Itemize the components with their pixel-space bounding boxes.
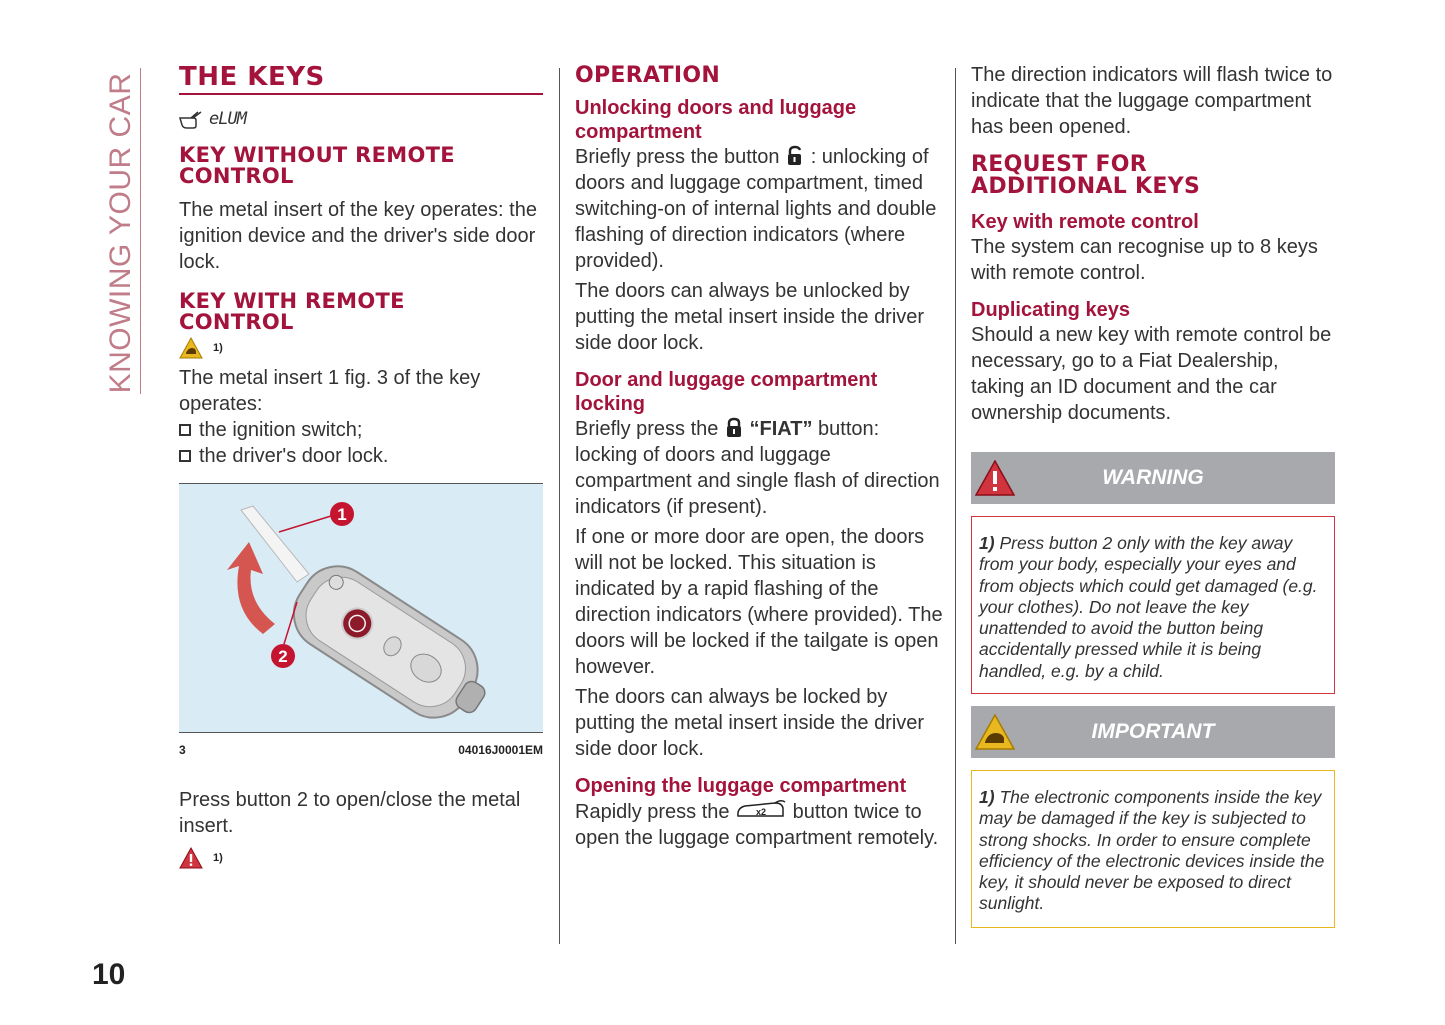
subheading-key-with-remote: Key with remote control	[971, 211, 1199, 233]
subheading-locking: Door and luggage compartment locking	[575, 369, 878, 415]
text-run: : unlocking of doors and luggage compartment, timed switching-on of internal lights and double flashing of direction indicators (where provided).	[575, 146, 937, 272]
callout-1: 1	[337, 505, 347, 524]
text-run: Rapidly press the	[575, 801, 730, 823]
paragraph: The direction indicators will flash twice to indicate that the luggage compartment has been opened.	[971, 64, 1333, 138]
note-text: The electronic components inside the key may be damaged if the key is subjected to strong shocks. In order to ensure complete efficiency of the electronic devices inside the key, it should never be exposed to direct sunlight.	[979, 787, 1325, 914]
section-side-title	[96, 68, 146, 398]
warning-box	[971, 452, 1335, 694]
important-label: IMPORTANT	[1091, 720, 1215, 743]
elum-badge-text: eLUM	[209, 109, 246, 129]
column-1	[179, 62, 543, 869]
bullet-item	[179, 443, 543, 469]
column-3	[971, 62, 1335, 928]
paragraph: The doors can always be locked by putting the metal insert inside the driver side door lock.	[575, 686, 925, 760]
paragraph: Press button 2 to open/close the metal insert.	[179, 789, 521, 837]
heading-line: ADDITIONAL KEYS	[971, 174, 1201, 199]
remote-key-illustration	[179, 484, 543, 732]
important-header	[971, 706, 1335, 758]
elum-badge	[179, 109, 543, 129]
paragraph: The metal insert of the key operates: the ignition device and the driver's side door lock.	[179, 199, 537, 273]
paragraph-luggage	[575, 798, 943, 851]
important-triangle-icon	[975, 714, 1015, 750]
heading-operation: OPERATION	[575, 63, 721, 88]
column-divider	[955, 68, 956, 944]
note-number: 1)	[979, 787, 995, 807]
section-key-without-remote	[179, 145, 543, 275]
column-divider	[559, 68, 560, 944]
text-run: button: locking of doors and luggage compartment and single flash of direction indicators (if present).	[575, 418, 940, 518]
bullet-item	[179, 417, 543, 443]
paragraph: The system can recognise up to 8 keys with remote control.	[971, 236, 1318, 284]
title-underline	[179, 93, 543, 95]
heading-line: REQUEST FOR	[971, 152, 1148, 177]
paragraph: The metal insert 1 fig. 3 of the key operates:	[179, 367, 481, 415]
heading-line: CONTROL	[179, 164, 294, 188]
text-run: Briefly press the button	[575, 146, 780, 168]
bullet-text: the driver's door lock.	[199, 445, 389, 467]
figure-code: 04016J0001EM	[458, 743, 543, 757]
important-reference	[179, 337, 543, 359]
side-divider	[140, 68, 141, 394]
reference-number: 1)	[213, 342, 223, 354]
warning-note	[971, 516, 1335, 694]
callout-2: 2	[278, 647, 288, 666]
paragraph: The doors can always be unlocked by putting the metal insert inside the driver side door lock.	[575, 280, 925, 354]
subheading-luggage: Opening the luggage compartment	[575, 775, 907, 797]
paragraph: Should a new key with remote control be necessary, go to a Fiat Dealership, taking an ID document and the car ownership documents.	[971, 324, 1332, 424]
bullet-text: the ignition switch;	[199, 419, 363, 441]
note-number: 1)	[979, 533, 995, 553]
unlock-icon	[785, 145, 805, 167]
heading-line: KEY WITHOUT REMOTE	[179, 143, 455, 167]
hand-pointer-icon	[179, 109, 209, 129]
page-number: 10	[92, 958, 126, 991]
warning-label: WARNING	[1102, 466, 1204, 489]
tailgate-icon-label: x2	[756, 807, 767, 817]
warning-triangle-icon	[179, 847, 203, 869]
section-side-title-text: KNOWING YOUR CAR	[104, 72, 137, 394]
important-box	[971, 706, 1335, 928]
key-figure	[179, 483, 543, 733]
heading-additional-keys	[971, 154, 1335, 198]
figure-number: 3	[179, 743, 186, 757]
bullet-box-icon	[179, 424, 191, 436]
subheading-unlocking: Unlocking doors and luggage compartment	[575, 97, 857, 143]
figure-caption	[179, 743, 543, 757]
heading-line: CONTROL	[179, 310, 294, 334]
heading-key-without-remote	[179, 145, 543, 187]
lock-icon	[724, 417, 744, 439]
subheading-duplicating: Duplicating keys	[971, 299, 1130, 321]
fiat-button-label: “FIAT”	[749, 418, 813, 440]
bullet-box-icon	[179, 450, 191, 462]
reference-number: 1)	[213, 852, 223, 864]
text-run: Briefly press the	[575, 418, 719, 440]
important-note	[971, 770, 1335, 928]
text-run: button twice to open the luggage compartment remotely.	[575, 801, 939, 849]
paragraph-locking	[575, 416, 943, 520]
section-key-with-remote	[179, 291, 543, 469]
note-text: Press button 2 only with the key away from your body, especially your eyes and from objects which could get damaged (e.g. your clothes). Do not leave the key unattended to avoid the button being accidentally pressed while it is being handled, e.g. by a child.	[979, 533, 1318, 681]
warning-reference	[179, 847, 543, 869]
paragraph: If one or more door are open, the doors will not be locked. This situation is indicated by a rapid flashing of the direction indicators (where provided). The doors will be locked if the tailgate is open however.	[575, 526, 943, 678]
rotation-arrow-icon	[227, 542, 275, 634]
paragraph-unlocking	[575, 144, 943, 274]
warning-header	[971, 452, 1335, 504]
heading-line: KEY WITH REMOTE	[179, 289, 405, 313]
column-2	[575, 62, 943, 851]
important-triangle-icon	[179, 337, 203, 359]
warning-triangle-icon	[975, 460, 1015, 496]
tailgate-button-icon	[735, 798, 787, 822]
page-title: THE KEYS	[179, 62, 325, 92]
heading-key-with-remote	[179, 291, 543, 333]
